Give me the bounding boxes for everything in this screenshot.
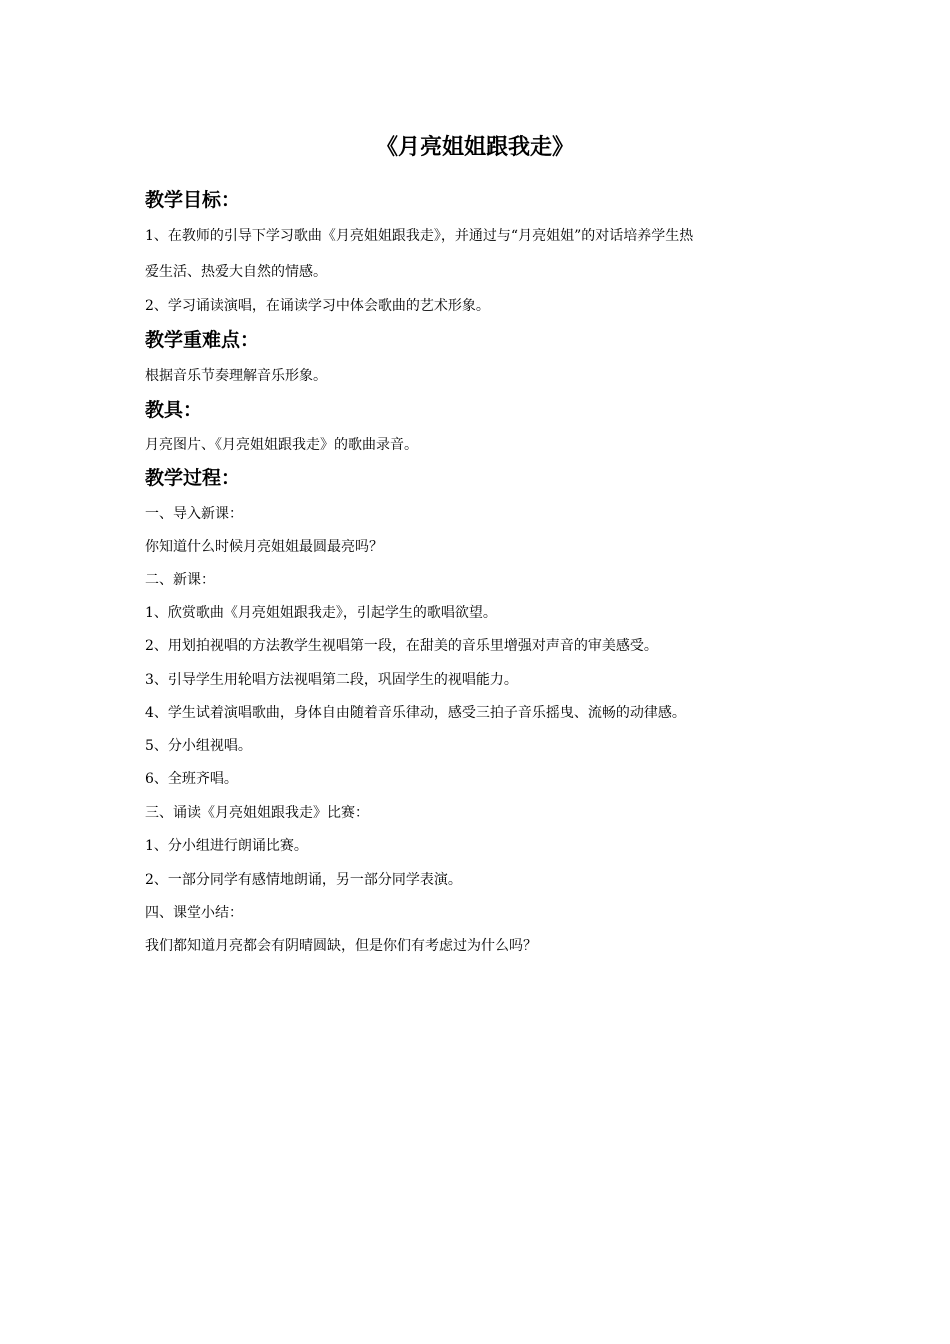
paragraph-line: 1、分小组进行朗诵比赛。 bbox=[145, 838, 308, 854]
section-heading-process: 教学过程： bbox=[145, 467, 241, 489]
paragraph-line: 月亮图片、《月亮姐姐跟我走》的歌曲录音。 bbox=[145, 437, 418, 453]
paragraph-line: 我们都知道月亮都会有阴晴圆缺，但是你们有考虑过为什么吗？ bbox=[145, 938, 537, 954]
paragraph-line: 三、诵读《月亮姐姐跟我走》比赛： bbox=[145, 805, 369, 821]
section-heading-key-points: 教学重难点： bbox=[145, 329, 260, 351]
paragraph-line: 2、用划拍视唱的方法教学生视唱第一段，在甜美的音乐里增强对声音的审美感受。 bbox=[145, 638, 658, 654]
section-heading-objectives: 教学目标： bbox=[145, 189, 241, 211]
paragraph-line: 3、引导学生用轮唱方法视唱第二段，巩固学生的视唱能力。 bbox=[145, 672, 518, 688]
paragraph-line: 2、一部分同学有感情地朗诵，另一部分同学表演。 bbox=[145, 872, 462, 888]
paragraph-line: 爱生活、热爱大自然的情感。 bbox=[145, 264, 327, 280]
paragraph-line: 四、课堂小结： bbox=[145, 905, 243, 921]
section-heading-teaching-aids: 教具： bbox=[145, 399, 203, 421]
paragraph-line: 5、分小组视唱。 bbox=[145, 738, 252, 754]
paragraph-line: 根据音乐节奏理解音乐形象。 bbox=[145, 368, 327, 384]
paragraph-line: 二、新课： bbox=[145, 572, 215, 588]
document-title: 《月亮姐姐跟我走》 bbox=[375, 135, 574, 160]
paragraph-line: 一、导入新课： bbox=[145, 506, 243, 522]
paragraph-line: 你知道什么时候月亮姐姐最圆最亮吗？ bbox=[145, 539, 383, 555]
paragraph-line: 6、全班齐唱。 bbox=[145, 771, 238, 787]
paragraph-line: 1、欣赏歌曲《月亮姐姐跟我走》，引起学生的歌唱欲望。 bbox=[145, 605, 497, 621]
paragraph-line: 4、学生试着演唱歌曲，身体自由随着音乐律动，感受三拍子音乐摇曳、流畅的动律感。 bbox=[145, 705, 686, 721]
paragraph-line: 1、在教师的引导下学习歌曲《月亮姐姐跟我走》，并通过与“月亮姐姐”的对话培养学生热 bbox=[145, 228, 694, 244]
paragraph-line: 2、学习诵读演唱，在诵读学习中体会歌曲的艺术形象。 bbox=[145, 298, 490, 314]
